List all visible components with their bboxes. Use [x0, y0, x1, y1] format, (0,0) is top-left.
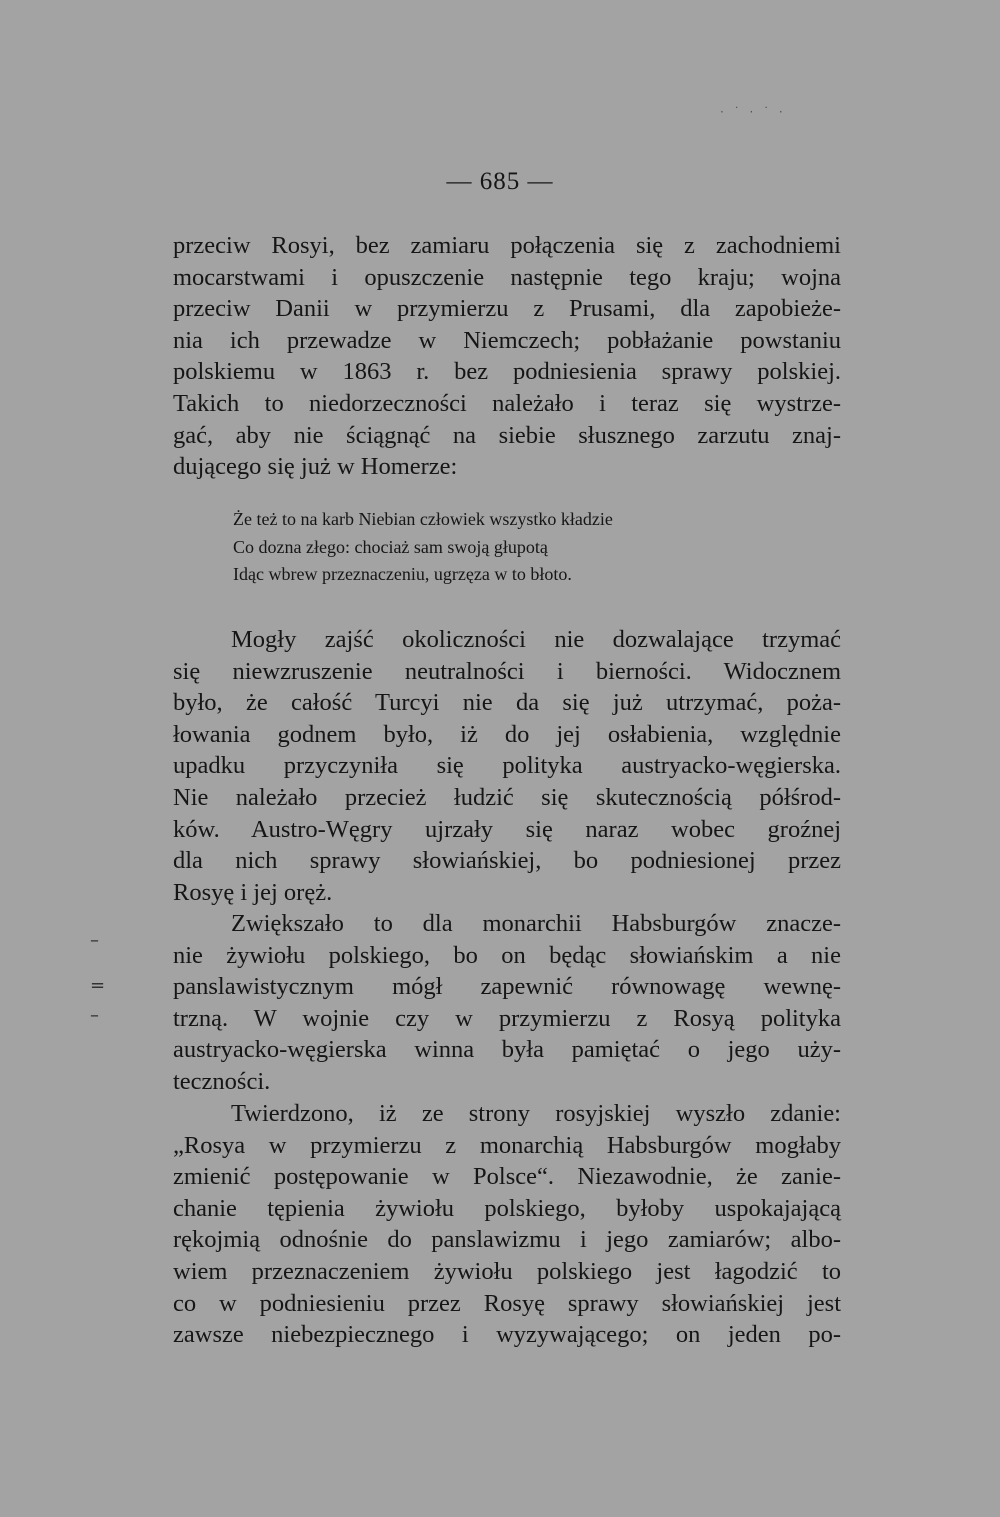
text-line: łowania godnem było, iż do jej osłabienia, względnie — [173, 720, 841, 748]
verse-quote — [233, 506, 753, 589]
text-line: rękojmią odnośnie do panslawizmu i jego zamiarów; albo- — [173, 1226, 841, 1254]
margin-dash: – — [90, 1005, 99, 1026]
text-line: chanie tępienia żywiołu polskiego, byłoby uspokajającą — [173, 1194, 841, 1222]
page-number: — 685 — — [446, 168, 554, 195]
text-line: było, że całość Turcyi nie da się już utrzymać, poża- — [173, 689, 841, 717]
text-line: nie żywiołu polskiego, bo on będąc słowiańskim a nie — [173, 941, 841, 969]
text-line: polskiemu w 1863 r. bez podniesienia sprawy polskiej. — [173, 358, 841, 386]
paragraph-4 — [173, 1098, 841, 1351]
text-line: Zwiększało to dla monarchii Habsburgów znacze- — [231, 910, 841, 937]
text-line: wiem przeznaczeniem żywiołu polskiego jest łagodzić to — [173, 1257, 841, 1285]
text-line: dującego się już w Homerze: — [173, 453, 458, 481]
text-line: dla nich sprawy słowiańskiej, bo podniesionej przez — [173, 847, 841, 875]
verse-line: Że też to na karb Niebian człowiek wszystko kładzie — [233, 509, 613, 529]
verse-line: Idąc wbrew przeznaczeniu, ugrzęza w to błoto. — [233, 564, 572, 584]
paragraph-3 — [173, 908, 841, 1098]
text-line: zawsze niebezpiecznego i wyzywającego; on jeden po- — [173, 1321, 841, 1349]
text-line: Twierdzono, iż ze strony rosyjskiej wyszło zdanie: — [231, 1100, 841, 1127]
margin-dash: = — [90, 975, 106, 996]
text-line: upadku przyczyniła się polityka austryacko-węgierska. — [173, 752, 841, 780]
text-line: „Rosya w przymierzu z monarchią Habsburgów mogłaby — [173, 1131, 841, 1159]
text-line: Mogły zajść okoliczności nie dozwalające trzymać — [231, 626, 841, 653]
paragraph-1 — [173, 230, 841, 483]
text-line: panslawistycznym mógł zapewnić równowagę wewnę- — [173, 973, 841, 1001]
verse-line: Co dozna złego: chociaż sam swoją głupotą — [233, 536, 548, 557]
text-line: Rosyę i jej oręż. — [173, 878, 333, 906]
paragraph-2 — [173, 624, 841, 908]
text-line: co w podniesieniu przez Rosyę sprawy słowiańskiej jest — [173, 1289, 841, 1317]
text-line: mocarstwami i opuszczenie następnie tego kraju; wojna — [173, 263, 841, 291]
text-line: austryacko-węgierska winna była pamiętać o jego uży- — [173, 1036, 841, 1064]
text-line: Takich to niedorzeczności należało i teraz się wystrze- — [173, 389, 841, 417]
text-line: zmienić postępowanie w Polsce“. Niezawodnie, że zanie- — [173, 1163, 841, 1191]
text-line: Nie należało przecież łudzić się skutecznością półśrod- — [173, 783, 841, 811]
text-line: ków. Austro-Węgry ujrzały się naraz wobec groźnej — [173, 815, 841, 843]
text-line: gać, aby nie ściągnąć na siebie słusznego zarzutu znaj- — [173, 421, 841, 449]
text-line: teczności. — [173, 1067, 271, 1095]
text-line: nia ich przewadze w Niemczech; pobłażanie powstaniu — [173, 326, 841, 354]
scan-specks: · ˙ · ˙ · — [720, 105, 786, 119]
text-line: trzną. W wojnie czy w przymierzu z Rosyą polityka — [173, 1004, 841, 1032]
margin-dash: – — [90, 930, 99, 951]
text-line: się niewzruszenie neutralności i bierności. Widocznem — [173, 657, 841, 685]
text-line: przeciw Rosyi, bez zamiaru połączenia się z zachodniemi — [173, 232, 841, 259]
text-line: przeciw Danii w przymierzu z Prusami, dla zapobieże- — [173, 295, 841, 323]
